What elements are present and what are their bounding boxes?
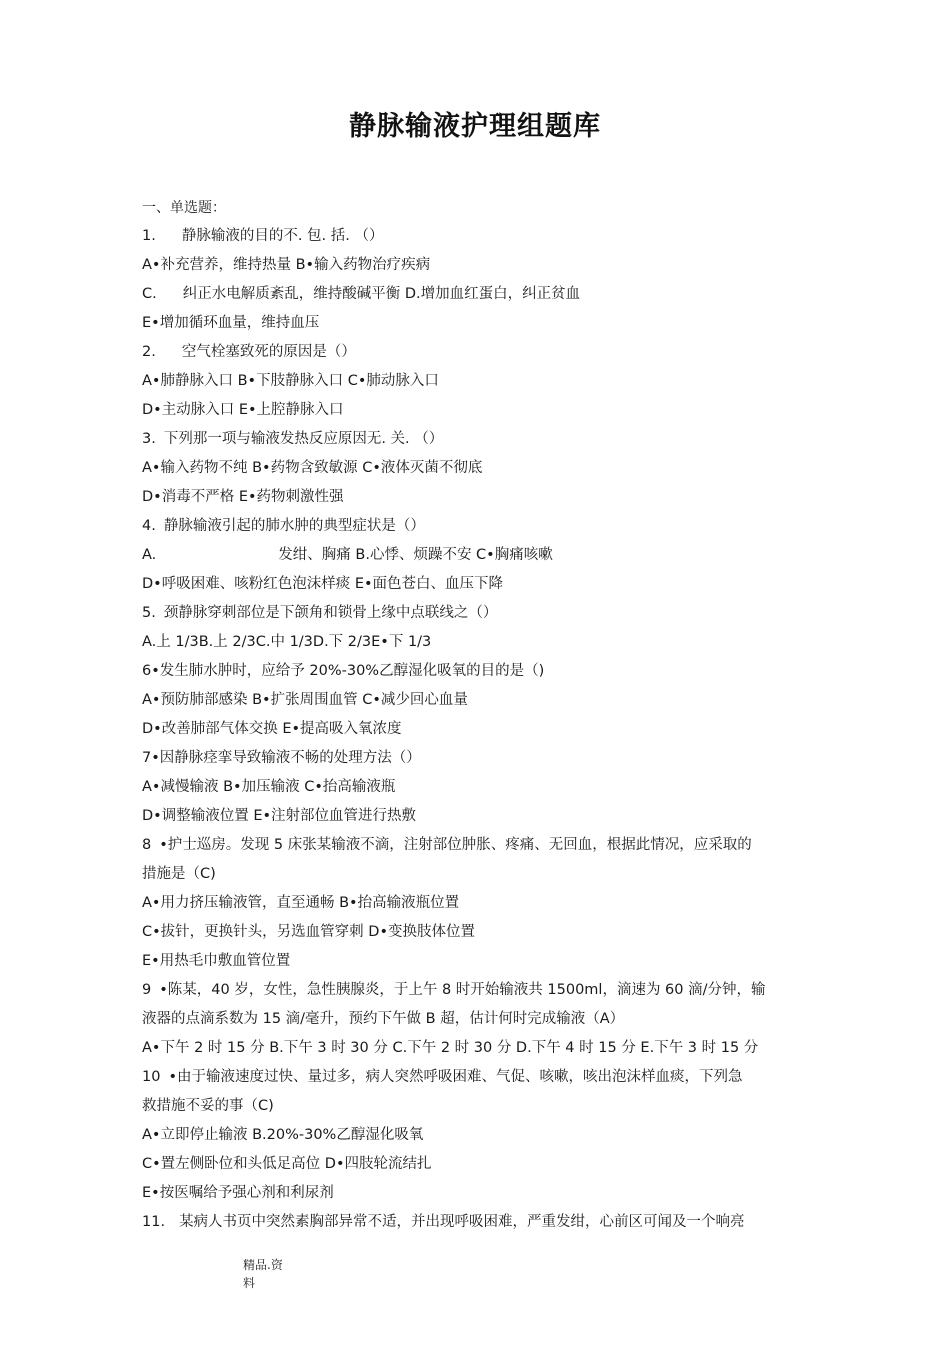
line-number: 2.	[142, 344, 156, 360]
line-text: D•呼吸困难、咳粉红色泡沫样痰 E•面色苍白、血压下降	[142, 576, 504, 592]
text-line	[142, 251, 812, 280]
line-text: A•输入药物不纯 B•药物含致敏源 C•液体灭菌不彻底	[142, 460, 483, 476]
line-number: 5.	[142, 605, 156, 621]
text-line	[142, 541, 812, 570]
line-text: D•消毒不严格 E•药物刺激性强	[142, 489, 344, 505]
line-number: 10	[142, 1069, 161, 1085]
line-text: 6•发生肺水肿时，应给予 20%-30%乙醇湿化吸氧的目的是（)	[142, 663, 545, 679]
line-text: A•减慢输液 B•加压输液 C•抬高输液瓶	[142, 779, 396, 795]
text-line	[142, 947, 812, 976]
section-heading: 一、单选题：	[142, 200, 226, 216]
text-line	[142, 831, 812, 860]
line-number: 8	[142, 837, 152, 853]
line-text: E•按医嘱给予强心剂和利尿剂	[142, 1185, 334, 1201]
text-line	[142, 715, 812, 744]
text-line	[142, 918, 812, 947]
line-number: 1.	[142, 228, 156, 244]
line-text: 某病人书页中突然素胸部异常不适，并出现呼吸困难，严重发绀，心前区可闻及一个响亮	[179, 1214, 745, 1230]
line-number: 9	[142, 982, 152, 998]
text-line	[142, 1034, 812, 1063]
text-line	[142, 222, 812, 251]
line-text: A.上 1/3B.上 2/3C.中 1/3D.下 2/3E•下 1/3	[142, 634, 432, 650]
line-number: 3.	[142, 431, 156, 447]
text-line	[142, 338, 812, 367]
document-title: 静脉输液护理组题库	[349, 111, 601, 142]
line-text: 静脉输液的目的不. 包. 括. （）	[181, 228, 384, 244]
text-line	[142, 657, 812, 686]
line-text: •陈某，40 岁，女性，急性胰腺炎，于上午 8 时开始输液共 1500ml，滴速为 60 滴/分钟，输	[159, 982, 766, 998]
line-text: E•增加循环血量，维持血压	[142, 315, 320, 331]
text-line	[142, 425, 812, 454]
line-text: D•主动脉入口 E•上腔静脉入口	[142, 402, 344, 418]
line-number: C.	[142, 286, 157, 302]
text-line	[142, 483, 812, 512]
line-number: 11.	[142, 1214, 166, 1230]
line-text: A•预防肺部感染 B•扩张周围血管 C•减少回心血量	[142, 692, 468, 708]
question-list	[142, 198, 812, 1237]
line-number: A.	[142, 547, 157, 563]
text-line	[142, 889, 812, 918]
question-lines	[142, 222, 812, 1237]
line-text: 纠正水电解质紊乱，维持酸碱平衡 D.增加血红蛋白，纠正贫血	[182, 286, 581, 302]
text-line	[142, 1063, 812, 1092]
line-text: A•补充营养，维持热量 B•输入药物治疗疾病	[142, 257, 431, 273]
line-text: C•拔针，更换针头，另选血管穿刺 D•变换肢体位置	[142, 924, 476, 940]
line-text: •护士巡房。发现 5 床张某输液不滴，注射部位肿胀、疼痛、无回血，根据此情况，应采取的	[159, 837, 752, 853]
line-text: 液器的点滴系数为 15 滴/毫升，预约下午做 B 超，估计何时完成输液（A）	[142, 1011, 625, 1027]
text-line	[142, 1179, 812, 1208]
text-line	[142, 686, 812, 715]
line-text: A•肺静脉入口 B•下肢静脉入口 C•肺动脉入口	[142, 373, 439, 389]
text-line	[142, 1121, 812, 1150]
text-line	[142, 570, 812, 599]
line-text: 颈静脉穿刺部位是下颌角和锁骨上缘中点联线之（）	[163, 605, 498, 621]
line-text: 空气栓塞致死的原因是（）	[181, 344, 356, 360]
text-line	[142, 744, 812, 773]
text-line	[142, 280, 812, 309]
line-text: E•用热毛巾敷血管位置	[142, 953, 291, 969]
page-footer: 精品.资 料	[243, 1258, 283, 1290]
line-text: 发绀、胸痛 B.心悸、烦躁不安 C•胸痛咳嗽	[278, 547, 553, 563]
line-text: 静脉输液引起的肺水肿的典型症状是（）	[163, 518, 425, 534]
text-line	[142, 396, 812, 425]
line-text: C•置左侧卧位和头低足高位 D•四肢轮流结扎	[142, 1156, 432, 1172]
text-line	[142, 628, 812, 657]
line-text: A•下午 2 时 15 分 B.下午 3 时 30 分 C.下午 2 时 30 分 D.下午 4 时 15 分 E.下午 3 时 15 分	[142, 1040, 759, 1056]
text-line	[142, 367, 812, 396]
line-text: 措施是（C)	[142, 866, 216, 882]
line-text: A•立即停止输液 B.20%-30%乙醇湿化吸氧	[142, 1127, 424, 1143]
line-text: •由于输液速度过快、量过多，病人突然呼吸困难、气促、咳嗽，咳出泡沫样血痰，下列急	[168, 1069, 743, 1085]
line-text: 7•因静脉痉挛导致输液不畅的处理方法（）	[142, 750, 421, 766]
text-line	[142, 773, 812, 802]
line-text: D•改善肺部气体交换 E•提高吸入氧浓度	[142, 721, 402, 737]
text-line	[142, 802, 812, 831]
text-line	[142, 1208, 812, 1237]
text-line	[142, 860, 812, 889]
text-line	[142, 1092, 812, 1121]
line-text: 救措施不妥的事（C)	[142, 1098, 274, 1114]
text-line	[142, 1150, 812, 1179]
text-line	[142, 1005, 812, 1034]
line-text: A•用力挤压输液管，直至通畅 B•抬高输液瓶位置	[142, 895, 460, 911]
text-line	[142, 599, 812, 628]
line-text: 下列那一项与输液发热反应原因无. 关. （）	[163, 431, 444, 447]
text-line	[142, 976, 812, 1005]
text-line	[142, 309, 812, 338]
text-line	[142, 454, 812, 483]
text-line	[142, 512, 812, 541]
line-number: 4.	[142, 518, 156, 534]
line-text: D•调整输液位置 E•注射部位血管进行热敷	[142, 808, 417, 824]
